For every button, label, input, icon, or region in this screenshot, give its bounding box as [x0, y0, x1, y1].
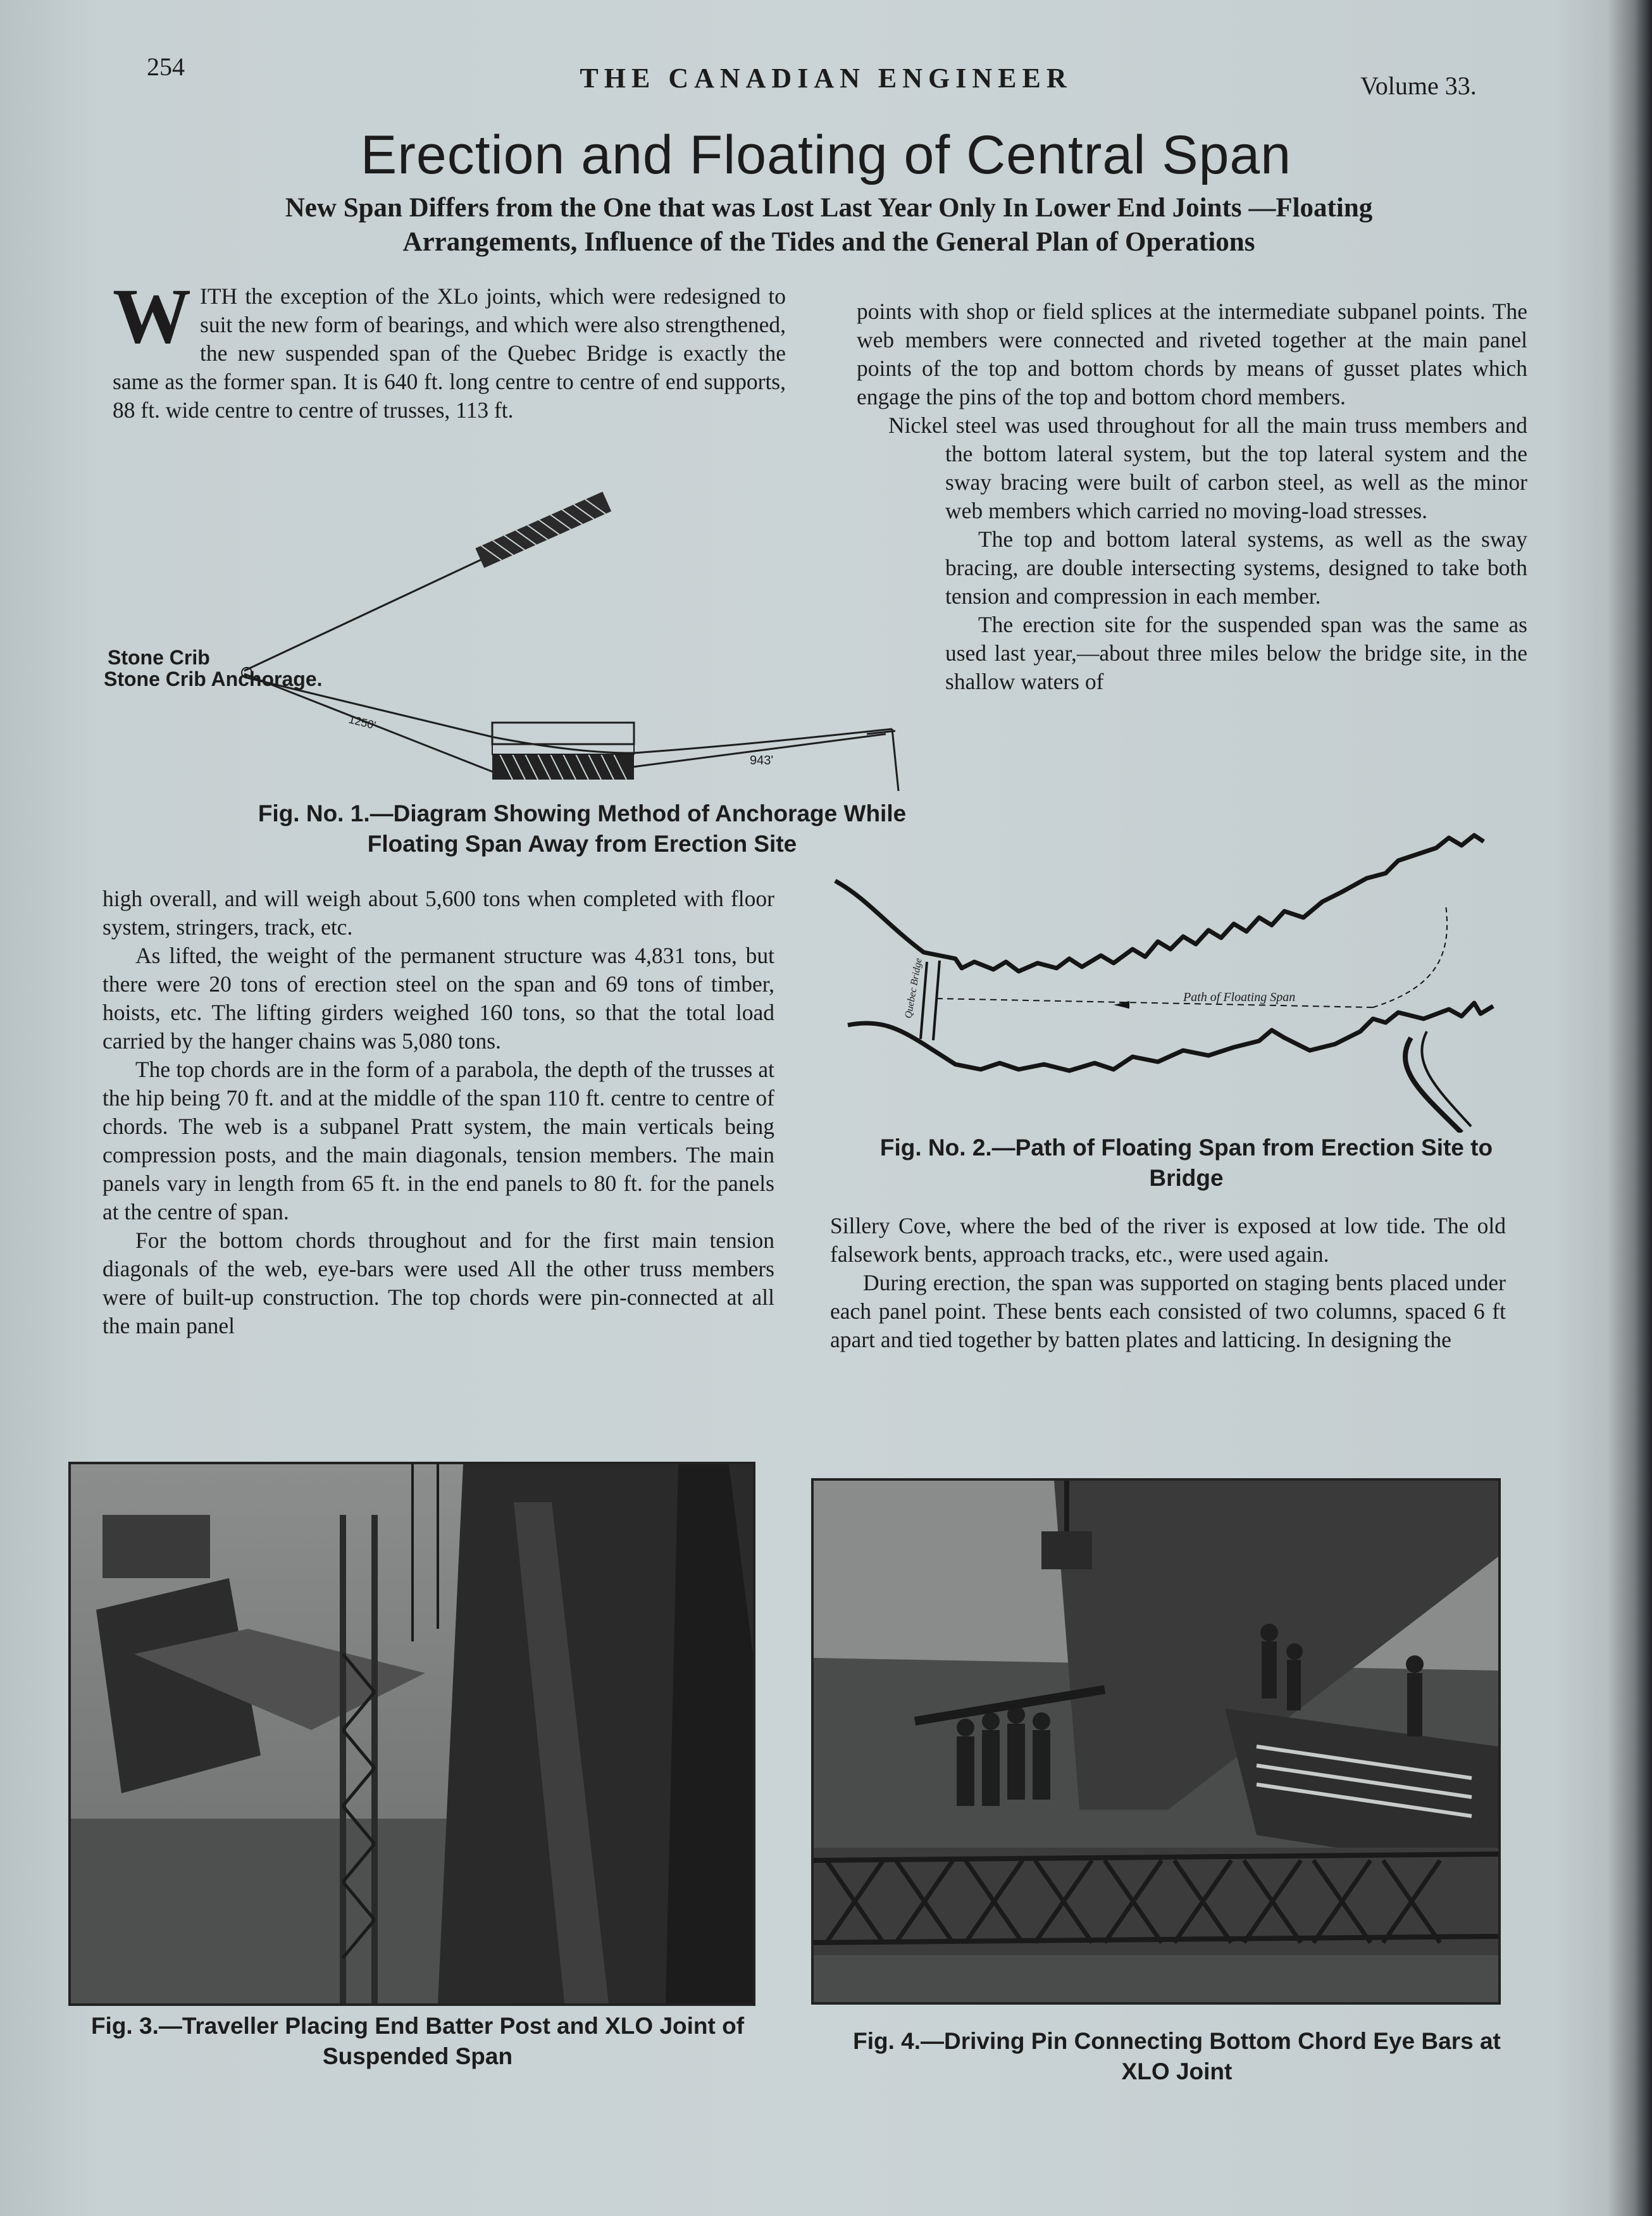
fig1-anchorage-label: Stone Crib Anchorage. [104, 668, 323, 690]
volume-label: Volume 33. [1360, 72, 1477, 100]
fig3-caption: Fig. 3.—Traveller Placing End Batter Post and XLO Joint of Suspended Span [90, 2013, 745, 2069]
drop-cap: W [113, 273, 191, 359]
fig1-length-label-b: 943' [750, 754, 774, 768]
paragraph: As lifted, the weight of the permanent structure was 4,831 tons, but there were 20 tons of erection steel on the span and 69 tons of timber, hoists, etc. The lifting girders weighed 160 tons, so that the total load carried by the hanger chains was 5,080 tons. [102, 943, 774, 1054]
paragraph: WITH the exception of the XLo joints, which were redesigned to suit the new form of bearings, and which were also strengthened, the new suspended span of the Quebec Bridge is exactly the same as the former span. It is 640 ft. long centre to centre of end supports, 88 ft. wide centre to centre of trusses, 113 ft. [113, 273, 786, 423]
fig4-caption: Fig. 4.—Driving Pin Connecting Bottom Chord Eye Bars at XLO Joint [853, 2028, 1501, 2084]
paragraph: points with shop or field splices at the intermediate subpanel points. The web members were connected and riveted together at the main panel points of the top and bottom chords by means of gusset plates which engage the pins of the top and bottom chord members. [857, 299, 1527, 409]
svg-text:Stone Crib: Stone Crib [108, 646, 210, 669]
fig2-caption: Fig. No. 2.—Path of Floating Span from Erection Site to Bridge [879, 1135, 1493, 1191]
paragraph: The top and bottom lateral systems, as well as the sway bracing, are double intersecting systems, designed to take both tension and compression in each member. [945, 526, 1527, 609]
fig2-path-map [829, 829, 1531, 1133]
article-title: Erection and Floating of Central Span [360, 125, 1292, 185]
paragraph: For the bottom chords throughout and for the first main tension diagonals of the web, eye-bars were used All the other truss members were of built-up construction. The top chords were pin-connected at all the main panel [102, 1228, 774, 1338]
paragraph: The erection site for the suspended span was the same as used last year,—about three miles below the bridge site, in the shallow waters of [945, 612, 1527, 694]
article-subtitle: New Span Differs from the One that was Lost Last Year Only In Lower End Joints —Floating Arrangements, Influence of the Tides and the General Plan of Operations [285, 193, 1373, 257]
paragraph: high overall, and will weigh about 5,600 tons when completed with floor system, stringers, track, etc. [102, 886, 774, 940]
fig2-path-label: Path of Floating Span [1183, 990, 1296, 1004]
paragraph: During erection, the span was supported on staging bents placed under each panel point. These bents each consisted of two columns, spaced 6 ft apart and tied together by batten plates and latticing. In designing the [830, 1270, 1506, 1352]
column-left-bottom [102, 885, 774, 1340]
fig1-caption: Fig. No. 1.—Diagram Showing Method of Anchorage While Floating Span Away from Erection Site [258, 800, 907, 857]
fig1-anchorage-diagram [95, 481, 962, 797]
paragraph: Sillery Cove, where the bed of the river is exposed at low tide. The old falsework bents, approach tracks, etc., were used again. [830, 1213, 1506, 1267]
binding-shadow [1608, 0, 1652, 2216]
fig1-length-label-a: 1250' [347, 713, 378, 732]
fig4-photo [811, 1478, 1501, 2005]
page-number: 254 [147, 53, 185, 81]
column-left-top [113, 273, 786, 425]
magazine-name: THE CANADIAN ENGINEER [580, 63, 1072, 94]
fig3-photo [68, 1462, 755, 2006]
paragraph: The top chords are in the form of a parabola, the depth of the trusses at the hip being 70 ft. and at the middle of the span 110 ft. centre to centre of chords. The web is a subpanel Pratt system, the main verticals being compression posts, and the main diagonals, tension members. The main panels vary in length from 65 ft. in the end panels to 80 ft. for the panels at the centre of span. [102, 1057, 774, 1224]
fig2-bridge-label: Quebec Bridge [903, 957, 924, 1019]
paragraph: Nickel steel was used throughout for all the main truss members and the bottom lateral system, but the top lateral system and the sway bracing were built of carbon steel, as well as the minor web members which carried no moving-load stresses. [888, 413, 1527, 523]
column-right-bottom [830, 1212, 1506, 1354]
